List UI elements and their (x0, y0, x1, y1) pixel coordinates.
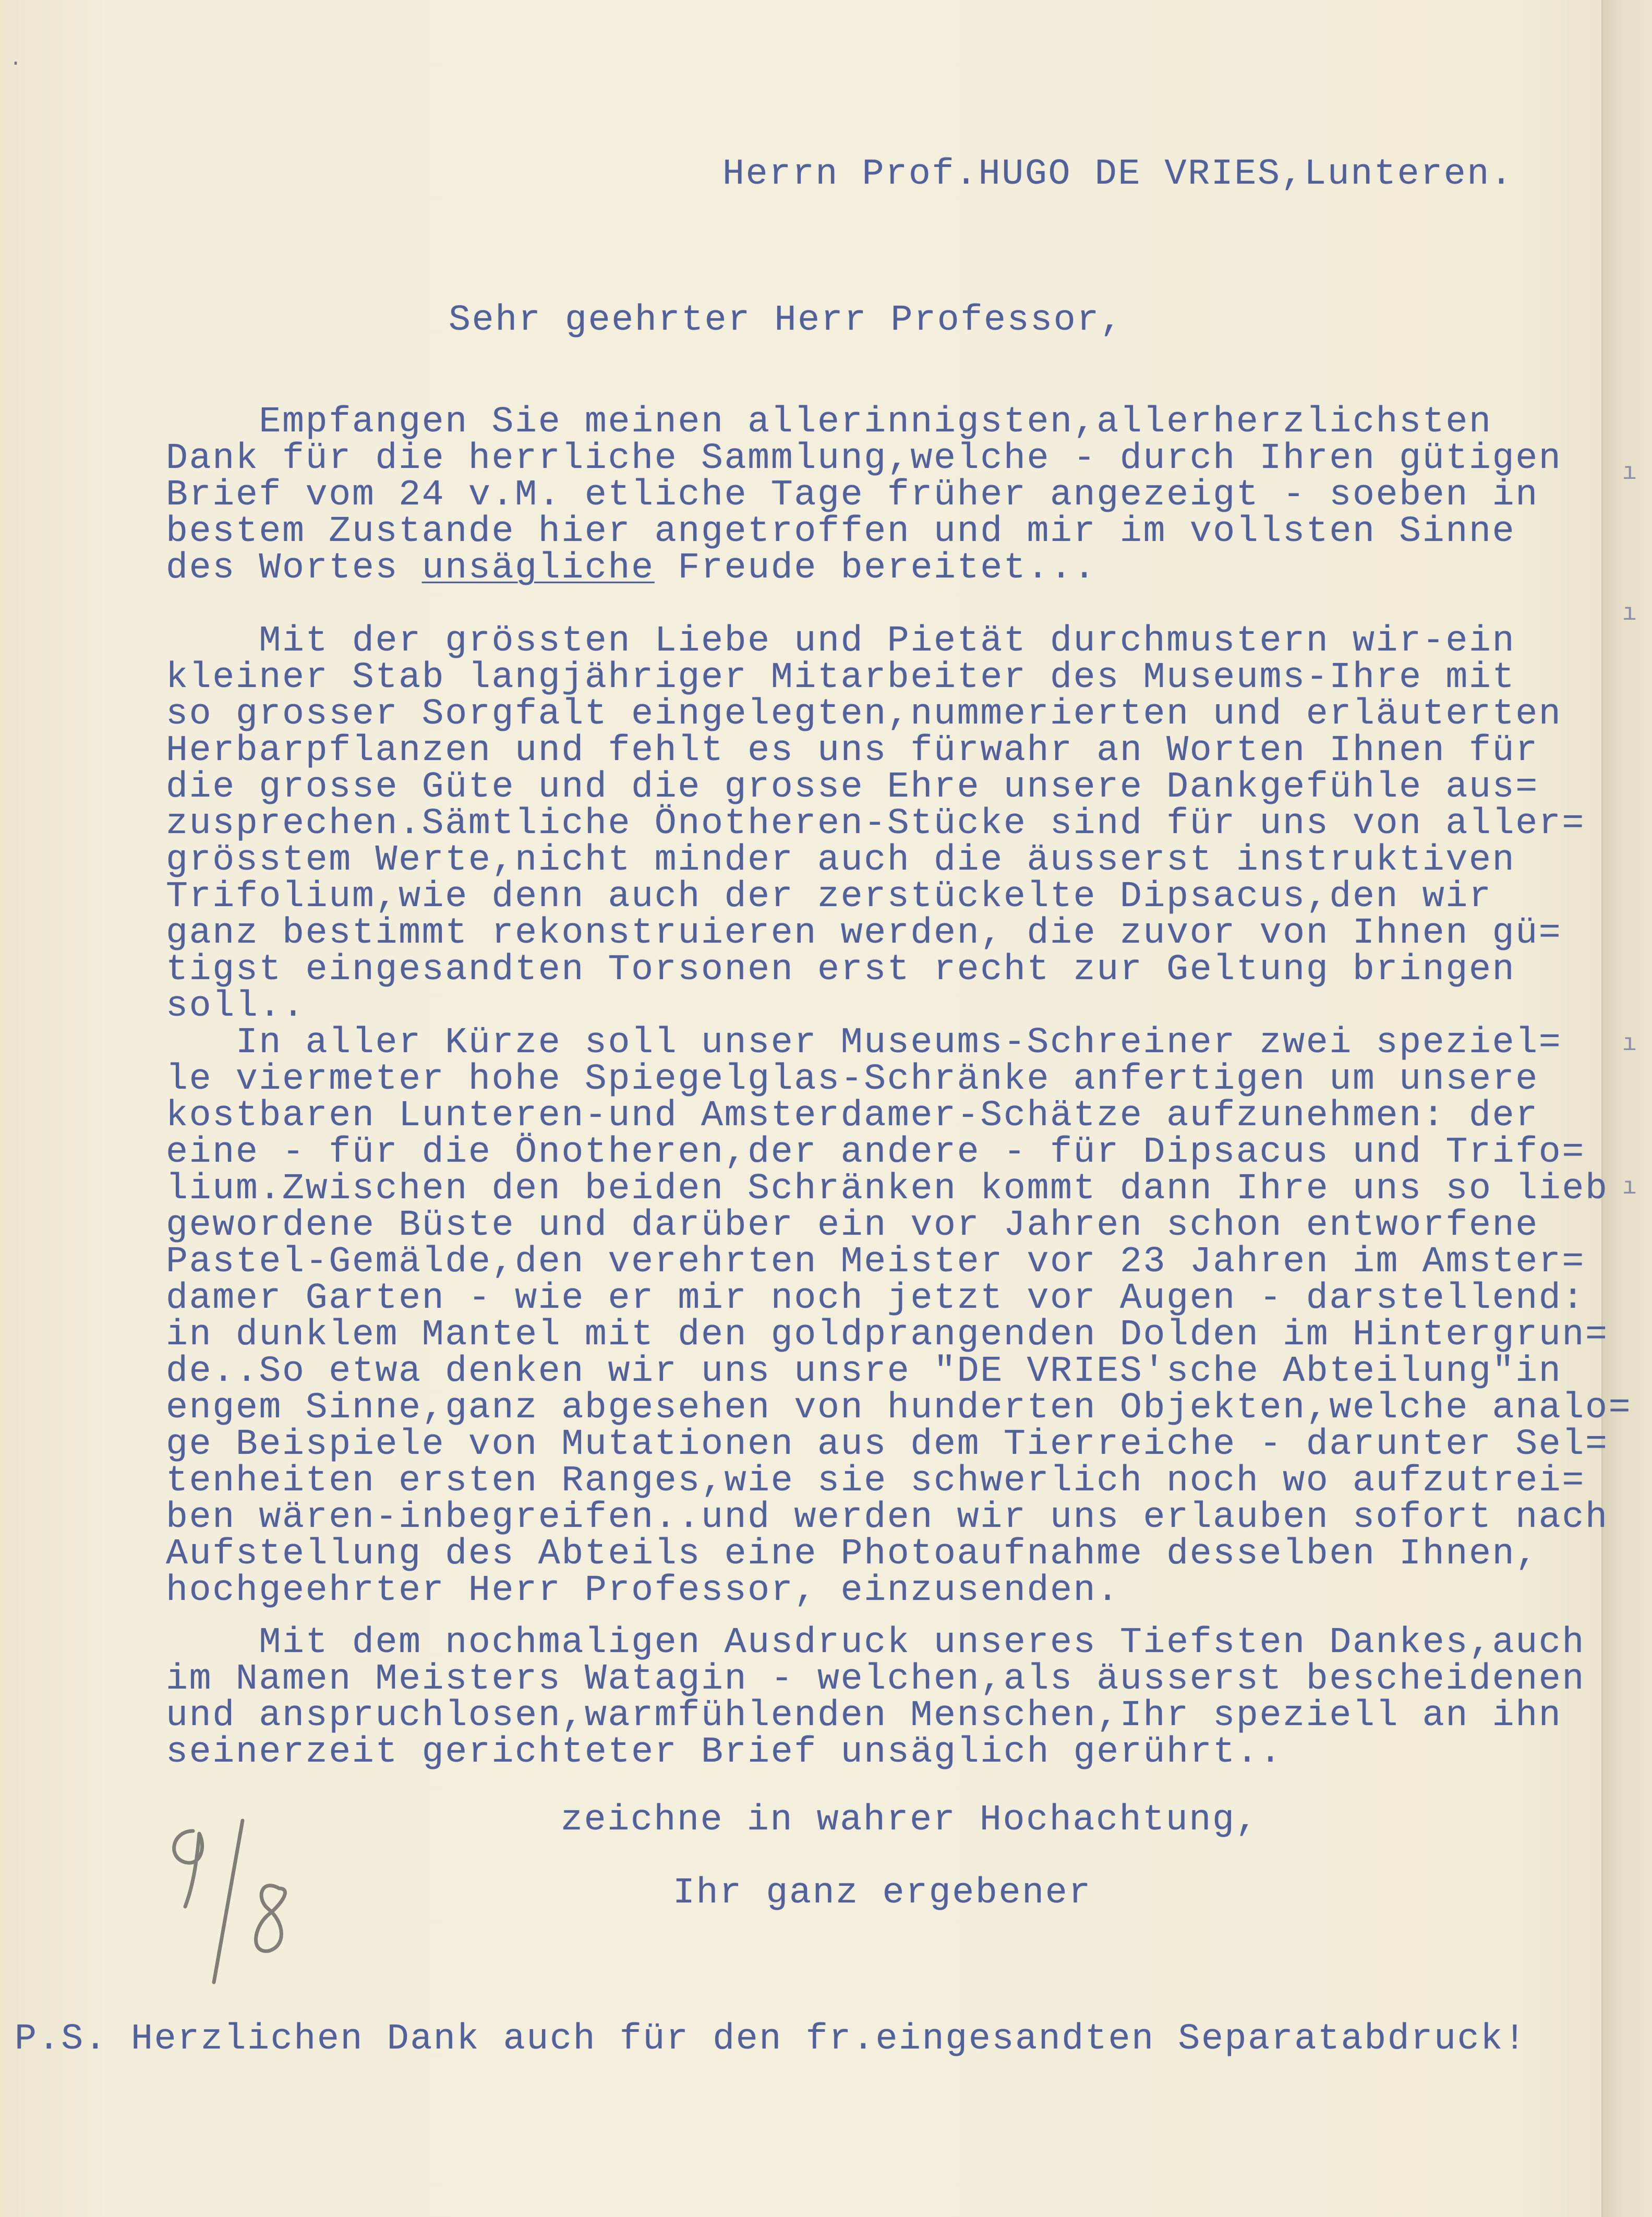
text-line: le viermeter hohe Spiegelglas-Schränke anfertigen um unsere (166, 1059, 1539, 1100)
text-line: Mit der grössten Liebe und Pietät durchmustern wir-ein (166, 621, 1516, 662)
text-line: kostbaren Lunteren-und Amsterdamer-Schätze aufzunehmen: der (166, 1095, 1539, 1137)
text-line: zusprechen.Sämtliche Önotheren-Stücke sind für uns von aller= (166, 803, 1586, 845)
text-line: grösstem Werte,nicht minder auch die äusserst instruktiven (166, 840, 1516, 881)
text-line: Pastel-Gemälde,den verehrten Meister vor 23 Jahren im Amster= (166, 1242, 1586, 1283)
postscript: P.S. Herzlichen Dank auch für den fr.eingesandten Separatabdruck! (15, 2019, 1527, 2060)
text-line: ganz bestimmt rekonstruieren werden, die zuvor von Ihnen gü= (166, 913, 1562, 954)
text-line: gewordene Büste und darüber ein vor Jahren schon entworfene (166, 1205, 1539, 1246)
text-line: de..So etwa denken wir uns unsre "DE VRIES'sche Abteilung"in (166, 1351, 1562, 1392)
paragraph-3 (166, 1622, 1586, 1773)
text-line: Brief vom 24 v.M. etliche Tage früher angezeigt - soeben in (166, 475, 1539, 516)
text-line: seinerzeit gerichteter Brief unsäglich gerührt.. (166, 1732, 1283, 1773)
text-segment: Freude bereitet... (654, 548, 1097, 589)
handwritten-pencil-note (156, 1810, 313, 1998)
closing-signature-line: Ihr ganz ergebener (673, 1873, 1092, 1914)
text-line: und anspruchlosen,warmfühlenden Menschen,Ihr speziell an ihn (166, 1695, 1562, 1737)
edge-glyph: ı (1622, 1030, 1637, 1057)
underlined-word: unsägliche (421, 548, 655, 589)
text-line: in dunklem Mantel mit den goldprangenden Dolden im Hintergrun= (166, 1315, 1609, 1356)
paragraph-2 (166, 623, 1632, 1609)
text-line: im Namen Meisters Watagin - welchen,als äusserst bescheidenen (166, 1659, 1586, 1700)
text-line: lium.Zwischen den beiden Schränken kommt dann Ihre uns so lieb (166, 1168, 1609, 1210)
text-line: die grosse Güte und die grosse Ehre unsere Dankgefühle aus= (166, 767, 1539, 808)
text-line: eine - für die Önotheren,der andere - für Dipsacus und Trifo= (166, 1132, 1586, 1173)
text-line: kleiner Stab langjähriger Mitarbeiter des Museums-Ihre mit (166, 657, 1516, 698)
text-line: bestem Zustande hier angetroffen und mir im vollsten Sinne (166, 511, 1516, 552)
text-line: Aufstellung des Abteils eine Photoaufnahme desselben Ihnen, (166, 1534, 1539, 1575)
text-line: soll.. (166, 986, 306, 1027)
text-line: tenheiten ersten Ranges,wie sie schwerlich noch wo aufzutrei= (166, 1461, 1586, 1502)
text-line: Mit dem nochmaligen Ausdruck unseres Tiefsten Dankes,auch (166, 1622, 1586, 1664)
text-line: Trifolium,wie denn auch der zerstückelte Dipsacus,den wir (166, 876, 1492, 918)
text-line: ben wären-inbegreifen..und werden wir uns erlauben sofort nach (166, 1497, 1609, 1538)
edge-glyph: ı (1622, 459, 1637, 486)
text-line: hochgeehrter Herr Professor, einzusenden. (166, 1570, 1120, 1611)
text-line: so grosser Sorgfalt eingelegten,nummerierten und erläuterten (166, 694, 1562, 735)
handwritten-digit-eight (256, 1886, 285, 1951)
text-line: Dank für die herrliche Sammlung,welche - durch Ihren gütigen (166, 438, 1562, 479)
text-line: ge Beispiele von Mutationen aus dem Tierreiche - darunter Sel= (166, 1424, 1609, 1465)
paragraph-1 (166, 404, 1562, 587)
paper-mark: · (9, 52, 22, 76)
text-line: In aller Kürze soll unser Museums-Schreiner zwei speziel= (166, 1022, 1562, 1064)
text-line: Herbarpflanzen und fehlt es uns fürwahr an Worten Ihnen für (166, 730, 1539, 772)
salutation: Sehr geehrter Herr Professor, (449, 300, 1124, 341)
edge-glyph: ı (1622, 600, 1637, 627)
text-line: damer Garten - wie er mir noch jetzt vor Augen - darstellend: (166, 1278, 1586, 1319)
recipient-address: Herrn Prof.HUGO DE VRIES,Lunteren. (722, 154, 1514, 195)
closing-phrase: zeichne in wahrer Hochachtung, (561, 1800, 1259, 1841)
handwritten-slash (214, 1821, 243, 1982)
text-line: Empfangen Sie meinen allerinnigsten,allerherzlichsten (166, 402, 1492, 443)
edge-glyph: ı (1622, 1174, 1637, 1201)
text-line (166, 550, 1562, 587)
text-line: engem Sinne,ganz abgesehen von hunderten Objekten,welche analo= (166, 1388, 1632, 1429)
text-segment: des Wortes (166, 548, 422, 589)
text-line: tigst eingesandten Torsonen erst recht zur Geltung bringen (166, 949, 1516, 991)
handwritten-digit-nine (174, 1831, 202, 1907)
